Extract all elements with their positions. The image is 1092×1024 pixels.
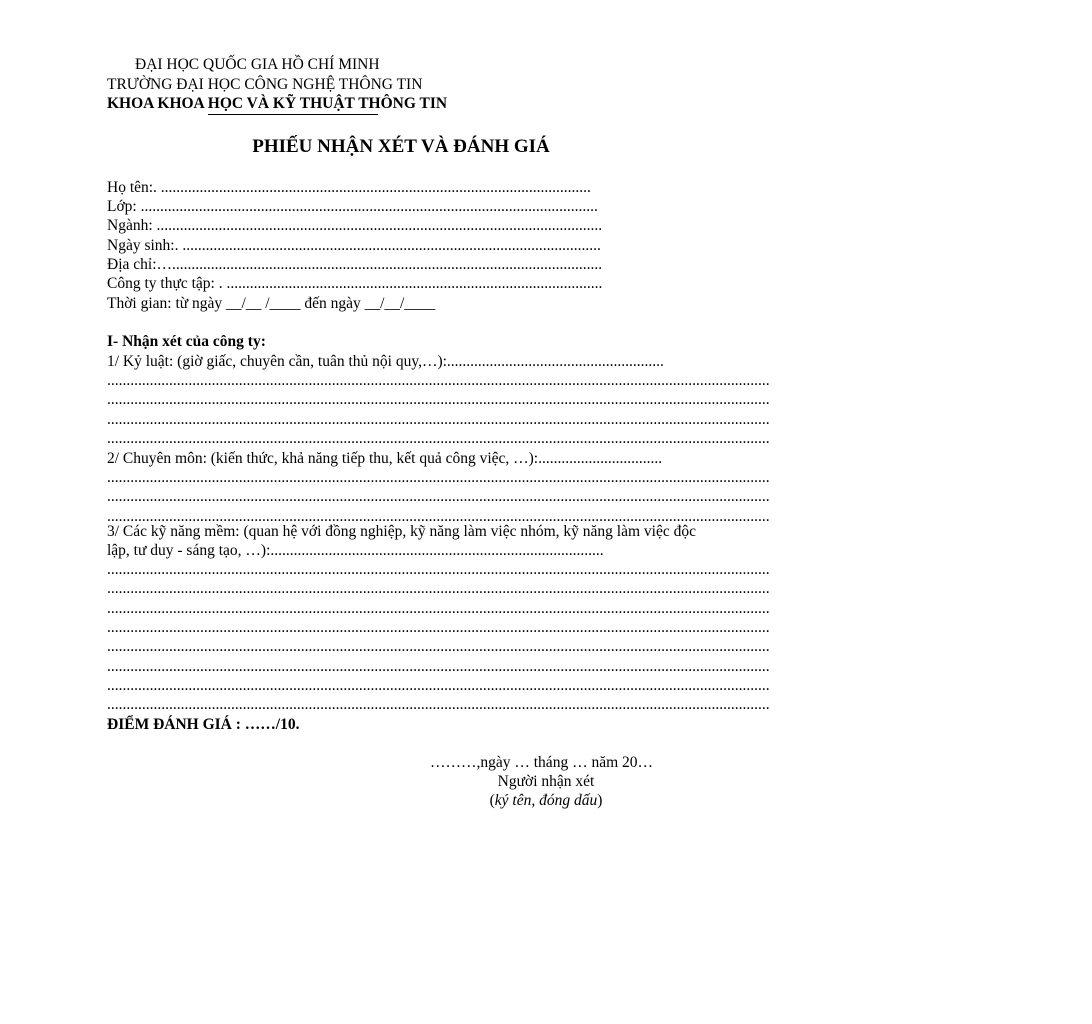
faculty-name: KHOA KHOA HỌC VÀ KỸ THUẬT THÔNG TIN xyxy=(107,95,448,112)
answer-line[interactable]: ........................................................................................................................................................................... xyxy=(107,677,770,694)
answer-line[interactable]: ........................................................................................................................................................................... xyxy=(107,391,770,408)
field-company[interactable]: Công ty thực tập: . ................................................................................................. xyxy=(107,275,603,292)
answer-line[interactable]: ........................................................................................................................................................................... xyxy=(107,600,770,617)
answer-line[interactable]: ........................................................................................................................................................................... xyxy=(107,508,770,525)
question-discipline: 1/ Kỷ luật: (giờ giấc, chuyên cần, tuân thủ nội quy,…):........................................................ xyxy=(107,353,664,370)
answer-line[interactable]: ........................................................................................................................................................................... xyxy=(107,372,770,389)
answer-line[interactable]: ........................................................................................................................................................................... xyxy=(107,658,770,675)
answer-line[interactable]: ........................................................................................................................................................................... xyxy=(107,411,770,428)
school-name: TRƯỜNG ĐẠI HỌC CÔNG NGHỆ THÔNG TIN xyxy=(107,76,423,93)
signature-date[interactable]: ………,ngày … tháng … năm 20… xyxy=(430,754,654,771)
score-label[interactable]: ĐIỂM ĐÁNH GIÁ : ……/10. xyxy=(107,716,300,733)
signature-note-text: ký tên, đóng dấu xyxy=(494,792,598,809)
question-soft-skills: 3/ Các kỹ năng mềm: (quan hệ với đồng nghiệp, kỹ năng làm việc nhóm, kỹ năng làm việc độc lập, tư duy - sáng tạo, …):...................................................................................... xyxy=(107,523,696,559)
signature-note xyxy=(0,791,1092,810)
answer-line[interactable]: ........................................................................................................................................................................... xyxy=(107,619,770,636)
form-title: PHIẾU NHẬN XÉT VÀ ĐÁNH GIÁ xyxy=(252,136,550,157)
university-name: ĐẠI HỌC QUỐC GIA HỒ CHÍ MINH xyxy=(135,56,380,73)
answer-line[interactable]: ........................................................................................................................................................................... xyxy=(107,580,770,597)
field-address[interactable]: Địa chỉ:…............................................................................................................... xyxy=(107,256,603,273)
answer-line[interactable]: ........................................................................................................................................................................... xyxy=(107,469,770,486)
signature-note-close: ) xyxy=(597,792,603,809)
field-major[interactable]: Ngành: ................................................................................................................... xyxy=(107,217,603,234)
answer-line[interactable]: ........................................................................................................................................................................... xyxy=(107,561,770,578)
signature-role: Người nhận xét xyxy=(497,773,595,790)
answer-line[interactable]: ........................................................................................................................................................................... xyxy=(107,488,770,505)
signature-note-open: ( xyxy=(489,792,495,809)
answer-line[interactable]: ........................................................................................................................................................................... xyxy=(107,696,770,713)
field-birthdate[interactable]: Ngày sinh:. ............................................................................................................ xyxy=(107,237,601,254)
field-name[interactable]: Họ tên:. ............................................................................................................... xyxy=(107,179,591,196)
section-heading: I- Nhận xét của công ty: xyxy=(107,333,266,350)
answer-line[interactable]: ........................................................................................................................................................................... xyxy=(107,430,770,447)
header-underline xyxy=(208,114,378,115)
answer-line[interactable]: ........................................................................................................................................................................... xyxy=(107,638,770,655)
question-expertise: 2/ Chuyên môn: (kiến thức, khả năng tiếp thu, kết quả công việc, …):................................ xyxy=(107,450,663,467)
field-class[interactable]: Lớp: ...................................................................................................................... xyxy=(107,198,598,215)
field-period[interactable]: Thời gian: từ ngày __/__ /____ đến ngày __/__/____ xyxy=(107,295,436,312)
